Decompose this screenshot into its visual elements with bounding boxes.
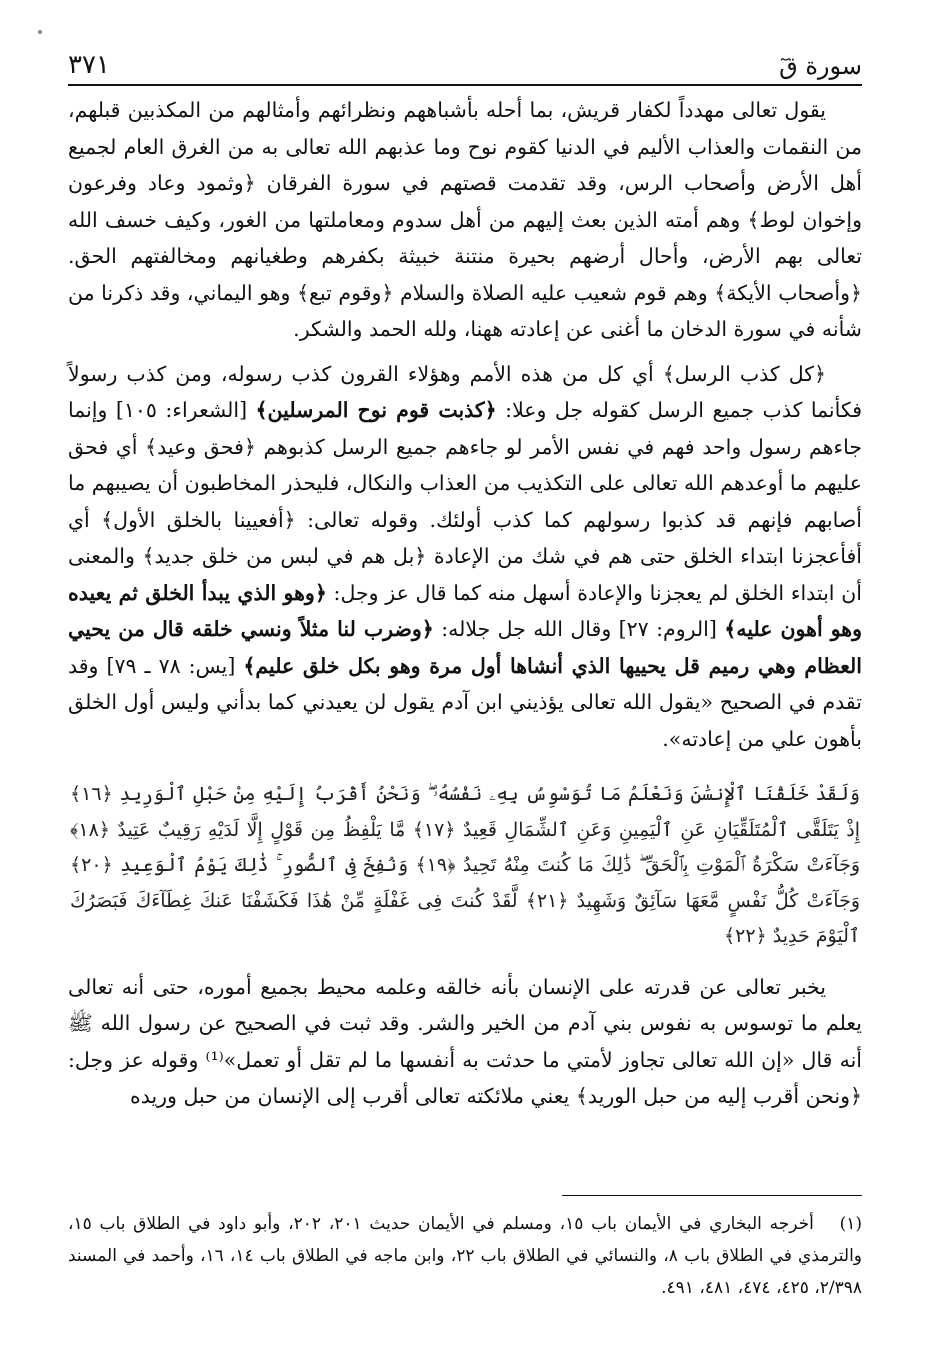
footnote-marker: (١): [839, 1214, 863, 1234]
paragraph-2-text-3: [الروم: ٢٧] وقال الله جل جلاله:: [433, 617, 725, 641]
page-number: ٣٧١: [68, 50, 110, 80]
header-rule: [68, 84, 862, 86]
footnote-text: أخرجه البخاري في الأيمان باب ١٥، ومسلم في الأيمان حديث ٢٠١، ٢٠٢، وأبو داود في الطلاق باب ١٥، والترمذي في الطلاق باب ٨، والنسائي في الطلاق باب ٢٢، وابن ماجه في الطلاق باب ١٤، ١٦، وأحمد في المسند ٢/٣٩٨، ٤٢٥، ٤٧٤، ٤٨١، ٤٩١.: [68, 1214, 862, 1298]
quran-quote-yasin: ﴿وضرب لنا مثلاً ونسي خلقه قال من يحيي العظام وهي رميم قل يحييها الذي أنشاها أول مرة وهو بكل خلق عليم﴾: [68, 617, 862, 678]
footnote: [68, 1208, 862, 1304]
paragraph-2-text-4: [يس: ٧٨ ـ ٧٩] وقد تقدم في الصحيح «يقول الله تعالى يؤذيني ابن آدم يقول لن يعيدني كما بدأني وليس أول الخلق بأهون علي من إعادته».: [68, 653, 862, 751]
paragraph-2: [68, 356, 862, 758]
scan-speck: [38, 30, 42, 34]
paragraph-1: يقول تعالى مهدداً لكفار قريش، بما أحله بأشباههم ونظرائهم وأمثالهم من المكذبين قبلهم، من النقمات والعذاب الأليم في الدنيا كقوم نوح وما عذبهم الله تعالى به من الغرق العام لجميع أهل الأرض وأصحاب الرس، وقد تقدمت قصتهم في سورة الفرقان ﴿وثمود وعاد وفرعون وإخوان لوط﴾ وهم أمته الذين بعث إليهم من أهل سدوم ومعاملتها من الغور، وكيف خسف الله تعالى بهم الأرض، وأحال أرضهم بحيرة منتنة خبيثة بكفرهم وطغيانهم ومخالفتهم الحق. ﴿وأصحاب الأيكة﴾ وهم قوم شعيب عليه الصلاة والسلام ﴿وقوم تبع﴾ وهو اليماني، وقد ذكرنا من شأنه في سورة الدخان ما أغنى عن إعادته ههنا، ولله الحمد والشكر.: [68, 98, 862, 341]
page-body: [68, 92, 862, 1115]
quran-verses-block: وَلَقَدْ خَلَقْنَا ٱلْإِنسَٰنَ وَنَعْلَمُ مَا تُوَسْوِسُ بِهِۦ نَفْسُهُۥ ۖ وَنَحْنُ أَقْرَبُ إِلَيْهِ مِنْ حَبْلِ ٱلْوَرِيدِ ﴿١٦﴾ إِذْ يَتَلَقَّى ٱلْمُتَلَقِّيَانِ عَنِ ٱلْيَمِينِ وَعَنِ ٱلشِّمَالِ قَعِيدٌ ﴿١٧﴾ مَّا يَلْفِظُ مِن قَوْلٍ إِلَّا لَدَيْهِ رَقِيبٌ عَتِيدٌ ﴿١٨﴾ وَجَآءَتْ سَكْرَةُ ٱلْمَوْتِ بِٱلْحَقِّ ۖ ذَٰلِكَ مَا كُنتَ مِنْهُ تَحِيدُ ﴿١٩﴾ وَنُفِخَ فِى ٱلصُّورِ ۚ ذَٰلِكَ يَوْمُ ٱلْوَعِيدِ ﴿٢٠﴾ وَجَآءَتْ كُلُّ نَفْسٍ مَّعَهَا سَآئِقٌ وَشَهِيدٌ ﴿٢١﴾ لَّقَدْ كُنتَ فِى غَفْلَةٍ مِّنْ هَٰذَا فَكَشَفْنَا عَنكَ غِطَآءَكَ فَبَصَرُكَ ٱلْيَوْمَ حَدِيدٌ ﴿٢٢﴾: [70, 783, 861, 947]
paragraph-2-text-1: ﴿كل كذب الرسل﴾ أي كل من هذه الأمم وهؤلاء القرون كذب رسوله، ومن كذب رسولاً فكأنما كذب جميع الرسل كقوله جل وعلا:: [68, 361, 862, 422]
quran-quote-rum: ﴿وهو الذي يبدأ الخلق ثم يعيده وهو أهون عليه﴾: [68, 580, 862, 641]
page-header: [68, 40, 862, 80]
paragraph-3: يخبر تعالى عن قدرته على الإنسان بأنه خالقه وعلمه محيط بجميع أموره، حتى أنه تعالى يعلم ما توسوس به نفوس بني آدم من الخير والشر. وقد ثبت في الصحيح عن رسول الله ﷺ أنه قال «إن الله تعالى تجاوز لأمتي ما حدثت به أنفسها ما لم تقل أو تعمل»⁽¹⁾ وقوله عز وجل: ﴿ونحن أقرب إليه من حبل الوريد﴾ يعني ملائكته تعالى أقرب إلى الإنسان من حبل وريده: [68, 974, 862, 1108]
paragraph-2-text-2: [الشعراء: ١٠٥] وإنما جاءهم رسول واحد فهم في نفس الأمر لو جاءهم جميع الرسل كذبوهم ﴿فحق وعيد﴾ أي فحق عليهم ما أوعدهم الله تعالى على التكذيب من العذاب والنكال، فليحذر المخاطبون أن يصيبهم ما أصابهم فإنهم قد كذبوا رسولهم كما كذب أولئك. وقوله تعالى: ﴿أفعيينا بالخلق الأول﴾ أي أفأعجزنا ابتداء الخلق حتى هم في شك من الإعادة ﴿بل هم في لبس من خلق جديد﴾ والمعنى أن ابتداء الخلق لم يعجزنا والإعادة أسهل منه كما قال عز وجل:: [68, 398, 862, 605]
footnote-rule: [562, 1195, 862, 1196]
surah-title: سورة قٓ: [779, 52, 862, 80]
quran-quote-shuara: ﴿كذبت قوم نوح المرسلين﴾: [255, 398, 497, 422]
